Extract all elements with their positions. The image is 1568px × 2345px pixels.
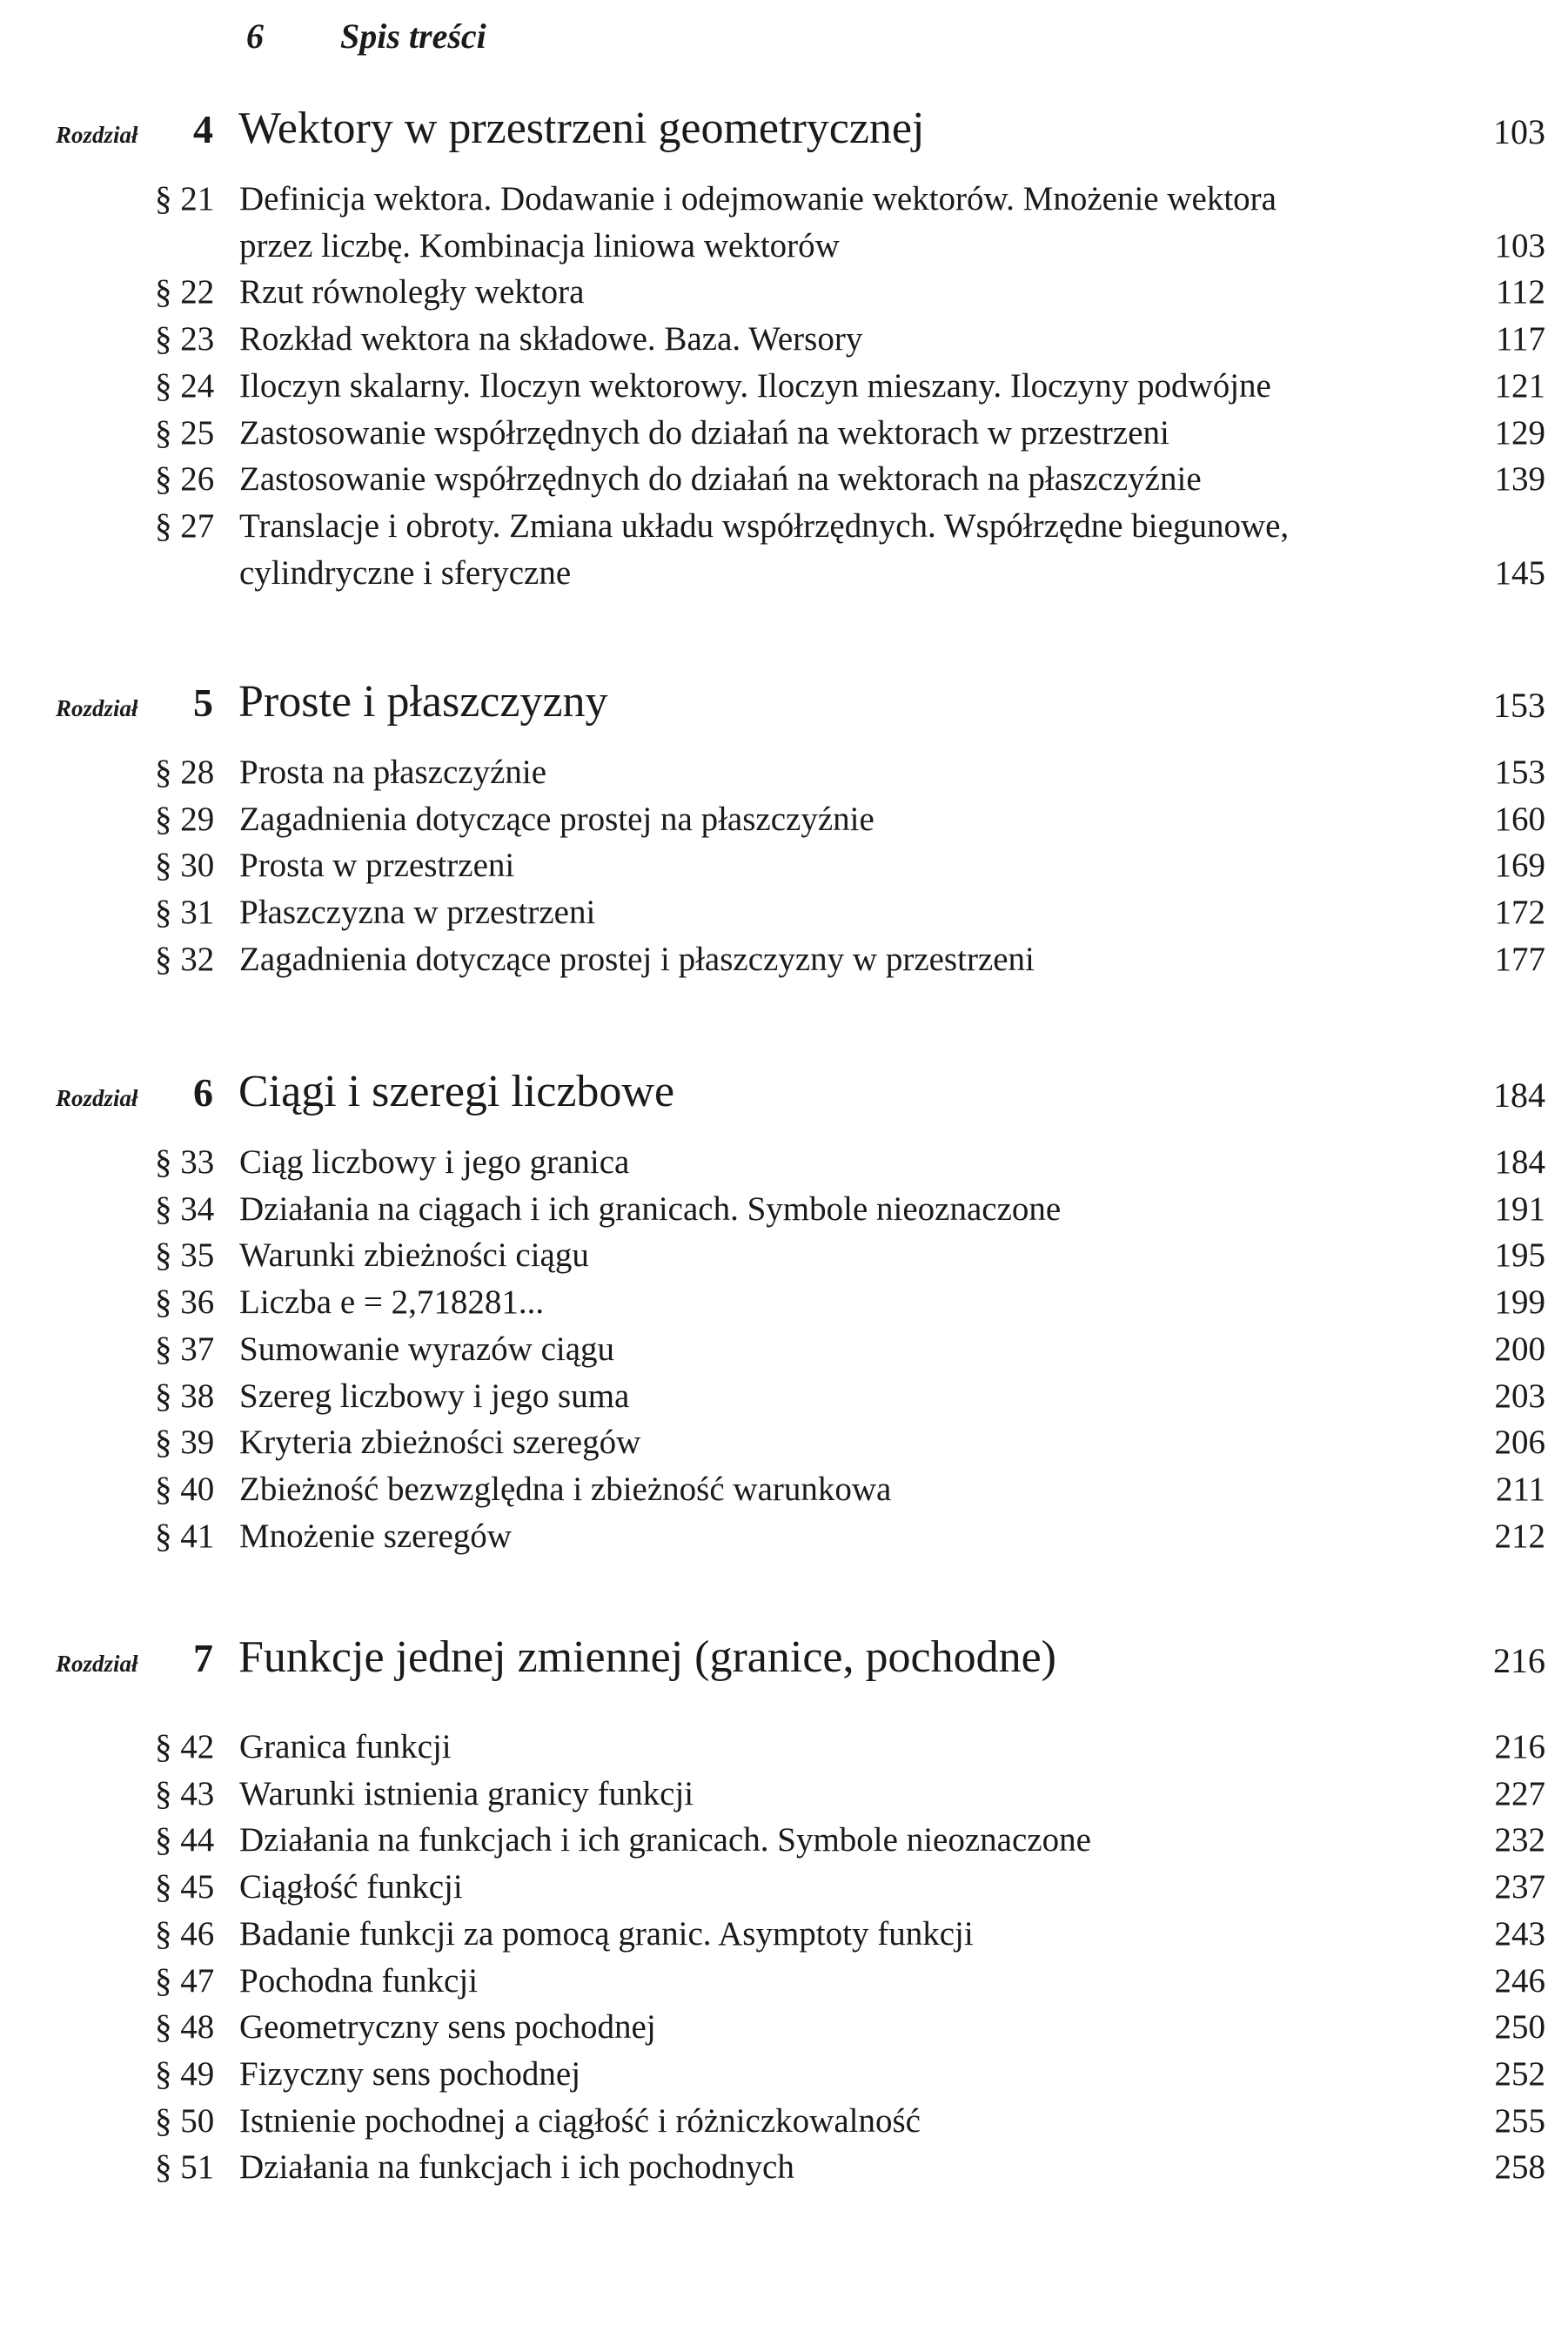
toc-entry [0,410,1568,457]
section-page: 184 [1494,1143,1545,1181]
toc-entry [0,1864,1568,1911]
toc-entry [0,1513,1568,1560]
section-title-line: cylindryczne i sferyczne [239,553,572,592]
section-title-line: Badanie funkcji za pomocą granic. Asymptoty funkcji [239,1914,974,1953]
section-title-line: Zagadnienia dotyczące prostej na płaszczyźnie [239,800,874,838]
section-number: § 49 [155,2054,215,2093]
toc-entry [0,316,1568,363]
section-number: § 37 [155,1330,215,1368]
toc-entry [0,363,1568,410]
section-number: § 32 [155,940,215,978]
chapter-label: Rozdział [56,122,138,148]
section-page: 237 [1494,1868,1545,1906]
section-number: § 26 [155,460,215,499]
section-title-line: Fizyczny sens pochodnej [239,2054,581,2093]
chapter-page: 103 [1493,112,1545,151]
section-number: § 30 [155,847,215,885]
section-page: 169 [1494,847,1545,885]
chapter-5 [0,676,1568,983]
section-page: 129 [1494,413,1545,452]
section-title-line: Mnożenie szeregów [239,1517,512,1555]
toc-entry [0,1958,1568,2005]
chapter-label: Rozdział [56,1651,138,1677]
section-title-line: Działania na ciągach i ich granicach. Symbole nieoznaczone [239,1189,1062,1228]
section-number: § 27 [155,506,215,545]
section-number: § 33 [155,1143,215,1181]
chapter-number: 7 [193,1636,213,1680]
section-page: 121 [1494,366,1545,405]
chapter-number: 4 [193,107,213,151]
section-number: § 40 [155,1470,215,1508]
chapter-heading [0,676,1568,728]
running-head [246,16,486,57]
chapter-title: Wektory w przestrzeni geometrycznej [238,104,925,153]
toc-entry [0,1139,1568,1186]
section-number: § 43 [155,1774,215,1812]
section-title-line: Definicja wektora. Dodawanie i odejmowanie wektorów. Mnożenie wektora [239,180,1277,218]
section-number: § 38 [155,1377,215,1415]
section-page: 153 [1494,754,1545,791]
chapter-title: Ciągi i szeregi liczbowe [238,1067,675,1116]
section-list [0,1724,1568,2191]
toc-entry [0,1326,1568,1373]
section-title-line: Rzut równoległy wektora [239,273,585,312]
section-title-line: Zastosowanie współrzędnych do działań na wektorach w przestrzeni [239,413,1169,452]
page-number: 6 [246,17,264,56]
section-page: 160 [1494,800,1545,838]
section-page: 255 [1494,2101,1545,2140]
section-page: 252 [1494,2054,1545,2093]
toc-entry [0,1466,1568,1513]
section-title-line: Szereg liczbowy i jego suma [239,1377,630,1415]
toc-entry [0,2098,1568,2145]
section-page: 200 [1494,1330,1545,1368]
chapter-number: 5 [193,680,213,725]
section-page: 139 [1494,460,1545,499]
section-page: 191 [1494,1189,1545,1228]
section-title-line: Zastosowanie współrzędnych do działań na wektorach na płaszczyźnie [239,460,1202,499]
section-number: § 44 [155,1821,215,1859]
section-title-line: Kryteria zbieżności szeregów [239,1424,641,1462]
section-page: 203 [1494,1377,1545,1415]
chapter-label: Rozdział [56,695,138,721]
chapter-heading [0,1066,1568,1118]
section-page: 195 [1494,1236,1545,1275]
toc-entry [0,176,1568,269]
section-number: § 23 [155,320,215,358]
section-number: § 48 [155,2008,215,2047]
section-page: 216 [1494,1728,1545,1765]
toc-entry [0,796,1568,843]
section-title-line: Prosta na płaszczyźnie [239,754,547,791]
section-title-line: Ciąg liczbowy i jego granica [239,1143,630,1181]
section-page: 112 [1495,273,1545,312]
section-page: 246 [1494,1961,1545,2000]
chapter-page: 184 [1493,1075,1545,1115]
section-number: § 36 [155,1283,215,1322]
section-page: 199 [1494,1283,1545,1322]
section-title-line: Warunki zbieżności ciągu [239,1236,589,1275]
chapter-title: Funkcje jednej zmiennej (granice, pochodne) [238,1632,1056,1682]
section-page: 117 [1495,320,1545,358]
section-title-line: Płaszczyzna w przestrzeni [239,894,596,932]
toc-entry [0,842,1568,889]
chapter-label: Rozdział [56,1085,138,1111]
chapter-6 [0,1066,1568,1559]
section-title-line: Translacje i obroty. Zmiana układu współrzędnych. Współrzędne biegunowe, [239,506,1290,545]
section-number: § 21 [155,180,215,218]
section-title-line: Granica funkcji [239,1728,452,1765]
toc-entry [0,2051,1568,2098]
toc-entry [0,936,1568,983]
section-page: 177 [1494,940,1545,978]
chapter-heading [0,1631,1568,1684]
section-title-line: Geometryczny sens pochodnej [239,2008,656,2047]
section-title-line: Liczba e = 2,718281... [239,1283,545,1322]
toc-entry [0,2004,1568,2051]
section-page: 232 [1494,1821,1545,1859]
toc-entry [0,1373,1568,1420]
section-number: § 51 [155,2148,215,2187]
toc-entry [0,1911,1568,1958]
toc-entry [0,1817,1568,1864]
section-title-line: Prosta w przestrzeni [239,847,515,885]
section-page: 212 [1494,1517,1545,1555]
section-title-line: Sumowanie wyrazów ciągu [239,1330,615,1368]
section-page: 243 [1494,1914,1545,1953]
toc-entry [0,1771,1568,1818]
section-number: § 39 [155,1424,215,1462]
section-title-line: Istnienie pochodnej a ciągłość i różniczkowalność [239,2101,921,2140]
section-list [0,1139,1568,1559]
section-title-line: Pochodna funkcji [239,1961,479,2000]
section-page: 206 [1494,1424,1545,1462]
toc-entry [0,1186,1568,1233]
chapter-heading [0,103,1568,155]
section-title-line: przez liczbę. Kombinacja liniowa wektorów [239,226,840,265]
section-title-line: Warunki istnienia granicy funkcji [239,1774,694,1812]
section-page: 258 [1494,2148,1545,2187]
section-title-line: Działania na funkcjach i ich granicach. Symbole nieoznaczone [239,1821,1091,1859]
section-number: § 45 [155,1868,215,1906]
section-number: § 35 [155,1236,215,1275]
toc-entry [0,456,1568,503]
section-number: § 31 [155,894,215,932]
toc-entry [0,2144,1568,2191]
chapter-page: 216 [1493,1641,1545,1680]
toc-entry [0,503,1568,596]
section-number: § 24 [155,366,215,405]
section-number: § 50 [155,2101,215,2140]
section-page: 227 [1494,1774,1545,1812]
section-title-line: Rozkład wektora na składowe. Baza. Wersory [239,320,863,358]
section-number: § 22 [155,273,215,312]
section-number: § 47 [155,1961,215,2000]
section-page: 172 [1494,894,1545,932]
section-page: 145 [1494,553,1545,592]
section-title-line: Działania na funkcjach i ich pochodnych [239,2148,794,2187]
toc-entry [0,1232,1568,1279]
section-page: 250 [1494,2008,1545,2047]
section-number: § 42 [155,1728,215,1765]
toc-entry [0,1724,1568,1771]
section-title-line: Iloczyn skalarny. Iloczyn wektorowy. Iloczyn mieszany. Iloczyny podwójne [239,366,1271,405]
toc-entry [0,1419,1568,1466]
section-number: § 25 [155,413,215,452]
section-number: § 41 [155,1517,215,1555]
section-number: § 28 [155,754,215,791]
section-list [0,749,1568,983]
section-list [0,176,1568,596]
section-title-line: Ciągłość funkcji [239,1868,463,1906]
chapter-page: 153 [1493,686,1545,725]
section-number: § 29 [155,800,215,838]
section-number: § 46 [155,1914,215,1953]
chapter-number: 6 [193,1070,213,1115]
toc-entry [0,1279,1568,1326]
chapter-4 [0,103,1568,596]
section-number: § 34 [155,1189,215,1228]
chapter-title: Proste i płaszczyzny [238,677,608,727]
running-title: Spis treści [340,17,486,56]
section-page: 103 [1494,226,1545,265]
section-title-line: Zagadnienia dotyczące prostej i płaszczyzny w przestrzeni [239,940,1035,978]
section-page: 211 [1495,1470,1545,1508]
section-title-line: Zbieżność bezwzględna i zbieżność warunkowa [239,1470,892,1508]
chapter-7 [0,1631,1568,2191]
toc-entry [0,269,1568,316]
toc-entry [0,749,1568,796]
toc-entry [0,889,1568,936]
